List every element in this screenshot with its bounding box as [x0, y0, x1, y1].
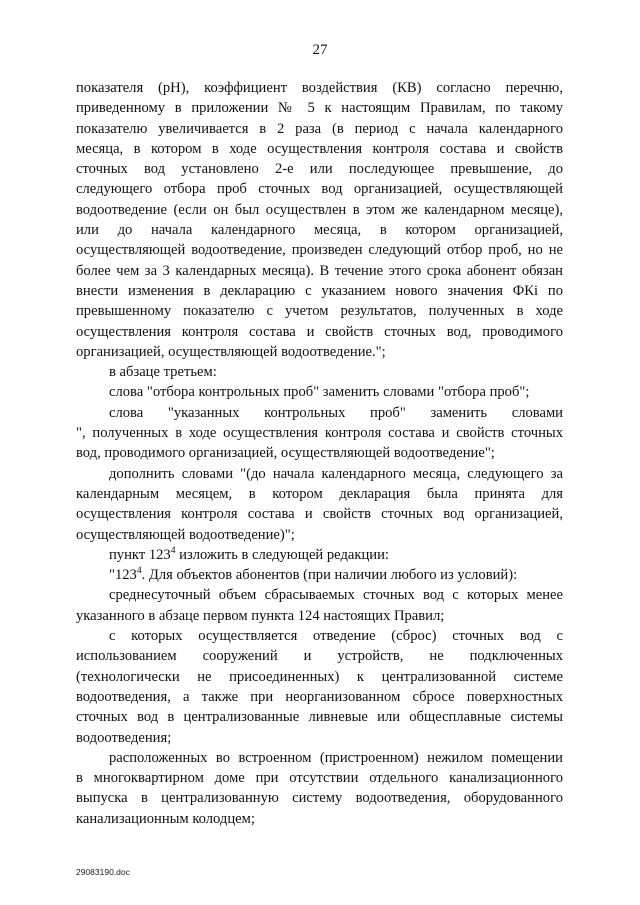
- text-line: следующего отбора проб сточных вод организацией, осуществляющей: [76, 181, 563, 198]
- text-line: превышенному показателю с учетом результатов, полученных в ходе: [76, 303, 563, 320]
- document-body: [76, 78, 563, 829]
- text-line: осуществления контроля состава и свойств сточных вод организацией,: [76, 506, 563, 523]
- text-line: слова "отбора контрольных проб" заменить словами "отбора проб";: [109, 384, 530, 401]
- text-line: в многоквартирном доме при отсутствии отдельного канализационного: [76, 770, 563, 787]
- text-line: (технологически не присоединенных) к централизованной системе: [76, 668, 563, 685]
- text-line: показателю увеличивается в 2 раза (в период с начала календарного: [76, 120, 563, 137]
- text-line: дополнить словами "(до начала календарного месяца, следующего за: [109, 465, 563, 482]
- text-line: внести изменения в декларацию с указанием нового значения ФКi по: [76, 282, 563, 299]
- superscript: 4: [170, 545, 176, 556]
- superscript: 4: [136, 566, 142, 577]
- text-line: организацией, осуществляющей водоотведение.";: [76, 343, 386, 360]
- text-line: сточных вод установлено 2-е или последующее превышение, до: [76, 161, 563, 178]
- text-line: использованием сооружений и устройств, не подключенных: [76, 648, 563, 665]
- text-line: выпуска в централизованную систему водоотведения, оборудованного: [76, 790, 563, 807]
- page-number: 27: [312, 42, 328, 58]
- text-line: с которых осуществляется отведение (сброс) сточных вод с: [109, 628, 563, 645]
- text-line: осуществляющей водоотведение, произведен следующий отбор проб, но не: [76, 242, 563, 259]
- text-line: водоотведение (если он был осуществлен в этом же календарном месяце),: [76, 201, 563, 218]
- file-name-footer: 29083190.doc: [76, 867, 130, 877]
- text-line: слова "указанных контрольных проб" заменить словами: [109, 404, 563, 421]
- text-line: [76, 565, 563, 585]
- text-line: указанного в абзаце первом пункта 124 настоящих Правил;: [76, 607, 445, 624]
- text-line: расположенных во встроенном (пристроенном) нежилом помещении: [109, 749, 563, 766]
- text-line: [76, 545, 563, 565]
- text-line: ", полученных в ходе осуществления контроля состава и свойств сточных: [76, 425, 563, 442]
- text-line: месяца, в котором в ходе осуществления контроля состава и свойств: [76, 140, 563, 157]
- text-line: в абзаце третьем:: [109, 364, 217, 381]
- text-line: более чем за 3 календарных месяца). В течение этого срока абонент обязан: [76, 262, 563, 279]
- text-line: сточных вод в централизованные ливневые или общесплавные системы: [76, 709, 563, 726]
- text-fragment: изложить в следующей редакции:: [175, 546, 389, 563]
- text-line: вод, проводимого организацией, осуществляющей водоотведение";: [76, 445, 495, 462]
- text-line: календарным месяцем, в котором декларация была принята для: [76, 485, 563, 502]
- text-line: водоотведения;: [76, 729, 172, 746]
- text-fragment: . Для объектов абонентов (при наличии любого из условий):: [141, 567, 518, 584]
- text-line: показателя (рН), коэффициент воздействия (КВ) согласно перечню,: [76, 80, 563, 96]
- text-line: среднесуточный объем сбрасываемых сточных вод с которых менее: [109, 587, 563, 604]
- text-line: осуществляющей водоотведение)";: [76, 526, 295, 543]
- text-line: или до начала календарного месяца, в котором организацией,: [76, 222, 563, 239]
- text-line: канализационным колодцем;: [76, 810, 255, 827]
- text-line: осуществления контроля состава и свойств сточных вод, проводимого: [76, 323, 563, 340]
- text-fragment: пункт 123: [109, 546, 171, 563]
- text-fragment: "123: [109, 567, 137, 584]
- text-line: водоотведения, а также при неорганизованном сбросе поверхностных: [76, 688, 563, 705]
- text-line: приведенному в приложении № 5 к настоящим Правилам, по такому: [76, 100, 563, 117]
